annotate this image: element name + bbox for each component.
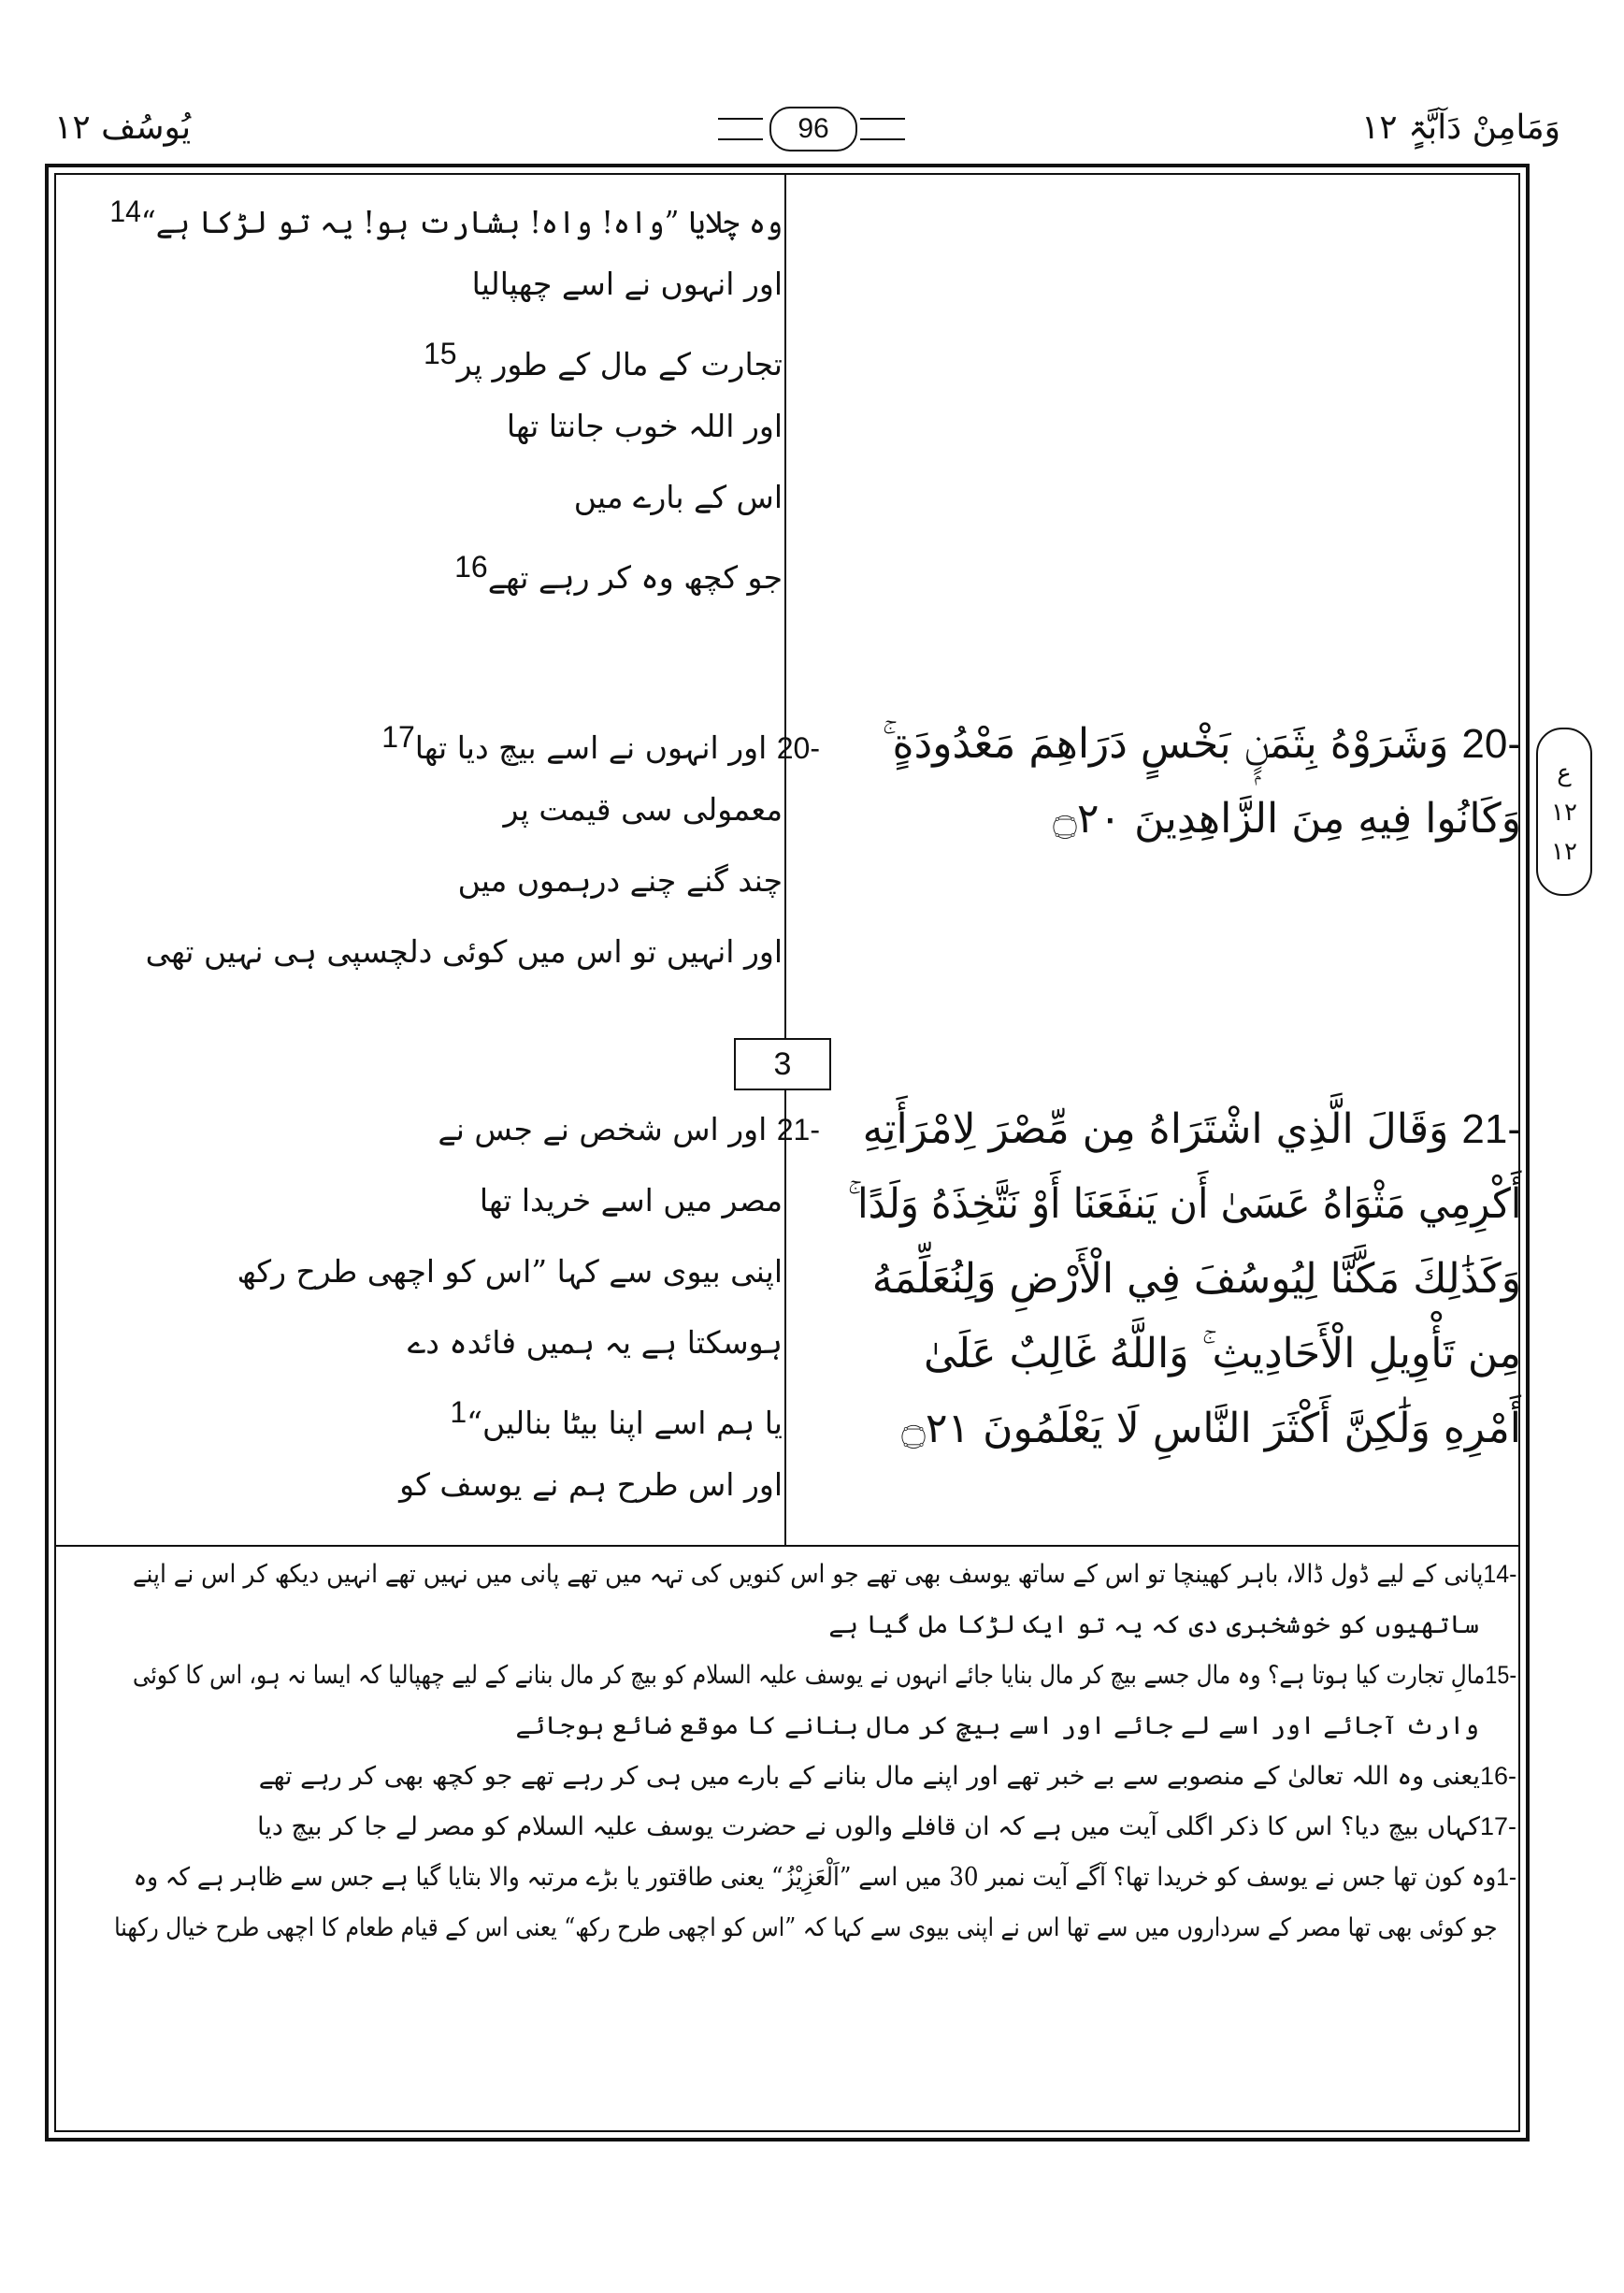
page-number-ornament: [718, 103, 905, 153]
arabic-verse-line: [872, 1255, 1521, 1303]
ornament-left-icon: [718, 118, 763, 140]
footnote-line: [133, 1661, 1516, 1690]
footnote-number: 15-: [1485, 1661, 1516, 1689]
page-header: [45, 103, 1579, 159]
footnote-line: [133, 1560, 1516, 1589]
arabic-verse-text: وَكَذَٰلِكَ مَكَّنَّا لِيُوسُفَ فِي الْأَرْضِ وَلِنُعَلِّمَهُ: [871, 1255, 1521, 1303]
footnote-text: وارث آجائے اور اسے لے جائے اور اسے بیچ کر مال بنانے کا موقع ضائع ہوجائے: [515, 1711, 1479, 1740]
urdu-translation-line: [480, 1182, 783, 1219]
urdu-translation-line: [109, 195, 783, 240]
footnote-number: 14-: [1483, 1560, 1516, 1588]
urdu-translation-line: [408, 1324, 783, 1361]
footnote-line: [114, 1913, 1498, 1942]
footnote-ref: 17: [381, 720, 415, 754]
arabic-verse-text: وَشَرَوْهُ بِثَمَنٍۭ بَخْسٍ دَرَاهِمَ مَعْدُودَةٍ ۚ: [882, 720, 1449, 768]
footnote-ref: 15: [423, 337, 457, 370]
urdu-translation-line: [574, 479, 783, 515]
urdu-translation-line: [472, 266, 783, 302]
urdu-translation-line: [399, 1466, 783, 1503]
footnote-ref: 1: [450, 1395, 467, 1429]
urdu-text: اپنی بیوی سے کہا ”اس کو اچھی طرح رکھ: [237, 1253, 783, 1290]
urdu-translation-line: [450, 1395, 783, 1441]
urdu-translation-line: [424, 337, 783, 382]
urdu-text: اور اس شخص نے جس نے: [438, 1111, 768, 1147]
footnote-line: [828, 1610, 1479, 1639]
verse-number: 20-: [776, 731, 820, 765]
urdu-text: چند گنے چنے درہموں میں: [457, 862, 783, 899]
column-divider: [784, 175, 786, 1545]
footnote-number: 1-: [1496, 1863, 1516, 1891]
arabic-verse-line: [901, 1405, 1521, 1452]
footnote-text: مالِ تجارت کیا ہوتا ہے؟ وہ مال جسے بیچ کر مال بنایا جائے انہوں نے یوسف علیہ السلام کو بیچ کر مال بنانے کے لیے چھپالیا کہ ایسا نہ ہو، اس کا کوئی: [132, 1661, 1486, 1690]
urdu-text: اور انہوں نے اسے چھپالیا: [471, 266, 783, 302]
header-juz-title: وَمَامِنْ دَآبَّۃٍ ۱۲: [1360, 108, 1560, 147]
ruku-marker-mid: ۱۲: [1551, 799, 1577, 827]
urdu-translation-line: [237, 1253, 783, 1290]
footnote-line: [134, 1863, 1516, 1892]
urdu-text: اور اللہ خوب جانتا تھا: [506, 408, 783, 444]
arabic-verse-text: أَكْرِمِي مَثْوَاهُ عَسَىٰ أَن يَنفَعَنَا أَوْ نَتَّخِذَهُ وَلَدًا ۚ: [847, 1180, 1521, 1228]
ornament-right-icon: [860, 118, 905, 140]
urdu-text: اس کے بارے میں: [573, 479, 783, 515]
arabic-verse-line: [863, 1105, 1521, 1153]
ruku-marker: [1536, 728, 1592, 896]
urdu-translation-line: [381, 720, 820, 766]
urdu-text: اور اس طرح ہم نے یوسف کو: [399, 1466, 783, 1503]
arabic-verse-line: [924, 1330, 1521, 1377]
urdu-translation-line: [458, 862, 783, 899]
arabic-verse-text: وَكَانُوا فِيهِ مِنَ الزَّاهِدِينَ ۝٢٠: [1053, 795, 1521, 843]
footnote-text: یعنی وہ اللہ تعالیٰ کے منصوبے سے بے خبر تھے اور اپنے مال بنانے کے بارے میں ہی کر رہے تھے جو کچھ بھی کر رہے تھے: [258, 1762, 1480, 1791]
footnote-text: جو کوئی بھی تھا مصر کے سرداروں میں سے تھا اس نے اپنی بیوی سے کہا کہ ”اس کو اچھی طرح رکھ“ یعنی اس کے قیام طعام کا اچھی طرح خیال رکھنا: [114, 1913, 1498, 1942]
footnote-ref: 14: [109, 195, 141, 228]
arabic-verse-line: [1053, 795, 1521, 843]
urdu-translation-line: [503, 791, 783, 828]
urdu-text: ہوسکتا ہے یہ ہمیں فائدہ دے: [407, 1324, 783, 1361]
footnote-ref: 16: [454, 550, 488, 584]
page-number: 96: [769, 107, 857, 151]
urdu-text: جو کچھ وہ کر رہے تھے: [487, 559, 783, 596]
footnote-divider: [56, 1545, 1518, 1547]
arabic-verse-text: وَقَالَ الَّذِي اشْتَرَاهُ مِن مِّصْرَ لِامْرَأَتِهِ: [862, 1105, 1449, 1153]
header-surah-title: یُوسُف ۱۲: [54, 108, 192, 147]
urdu-translation-line: [438, 1111, 820, 1147]
urdu-text: معمولی سی قیمت پر: [503, 791, 783, 828]
urdu-translation-line: [146, 933, 783, 970]
footnote-line: [516, 1711, 1480, 1740]
footnote-number: 16-: [1479, 1762, 1516, 1790]
verse-number: 21-: [1461, 1106, 1521, 1152]
ruku-marker-bottom: ۱۲: [1551, 838, 1577, 866]
urdu-text: اور انہوں نے اسے بیچ دیا تھا: [414, 729, 768, 766]
arabic-verse-text: مِن تَأْوِيلِ الْأَحَادِيثِ ۚ وَاللَّهُ غَالِبٌ عَلَىٰ: [924, 1330, 1521, 1377]
urdu-translation-line: [454, 550, 783, 596]
footnote-line: [257, 1812, 1516, 1841]
footnote-text: پانی کے لیے ڈول ڈالا، باہر کھینچا تو اس کے ساتھ یوسف بھی تھے جو اس کنویں کی تہہ میں تھے پانی میں نہیں تھے انہیں دیکھ کر اس نے اپنے: [132, 1560, 1484, 1589]
arabic-verse-line: [883, 720, 1521, 768]
urdu-text: یا ہم اسے اپنا بیٹا بنالیں“: [467, 1405, 783, 1441]
ruku-marker-top: ع: [1557, 759, 1572, 787]
footnote-text: وہ کون تھا جس نے یوسف کو خریدا تھا؟ آگے آیت نمبر 30 میں اسے ”اَلْعَزِیْزُ“ یعنی طاقتور یا بڑے مرتبہ والا بتایا گیا ہے جس سے ظاہر ہے کہ وہ: [133, 1863, 1497, 1892]
footnote-text: ساتھیوں کو خوشخبری دی کہ یہ تو ایک لڑکا مل گیا ہے: [828, 1610, 1479, 1639]
arabic-verse-text: أَمْرِهِ وَلَٰكِنَّ أَكْثَرَ النَّاسِ لَا يَعْلَمُونَ ۝٢١: [901, 1405, 1521, 1452]
footnote-number: 17-: [1479, 1812, 1516, 1840]
urdu-text: مصر میں اسے خریدا تھا: [479, 1182, 783, 1219]
verse-number: 21-: [776, 1113, 820, 1146]
urdu-translation-line: [507, 408, 783, 444]
urdu-text: اور انہیں تو اس میں کوئی دلچسپی ہی نہیں تھی: [145, 933, 783, 970]
urdu-text: وہ چلایا ”واہ! واہ! بشارت ہو! یہ تو لڑکا ہے“: [140, 204, 783, 240]
urdu-text: تجارت کے مال کے طور پر: [456, 346, 783, 382]
verse-number: 20-: [1461, 721, 1521, 767]
arabic-verse-line: [847, 1180, 1521, 1228]
verse-group-number: 3: [734, 1038, 831, 1090]
footnote-line: [259, 1762, 1516, 1791]
footnote-text: کہاں بیچ دیا؟ اس کا ذکر اگلی آیت میں ہے کہ ان قافلے والوں نے حضرت یوسف علیہ السلام کو مصر لے جا کر بیچ دیا: [257, 1812, 1480, 1841]
